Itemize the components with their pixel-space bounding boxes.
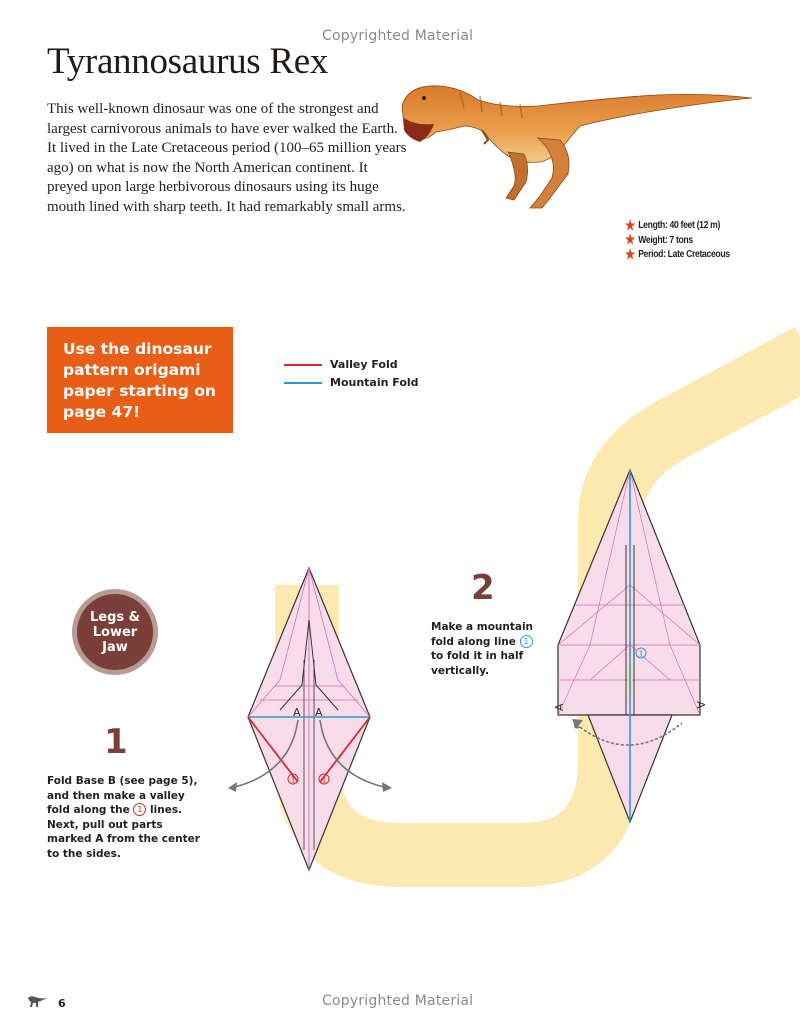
- step1-diagram: [220, 560, 410, 880]
- badge-line-2: Lower: [92, 624, 138, 640]
- fold-legend: [284, 358, 419, 389]
- watermark-top: Copyrighted Material: [322, 28, 474, 44]
- badge-line-1: Legs &: [89, 609, 140, 625]
- star-icon: ★: [625, 216, 635, 233]
- step2-text: Make a mountain fold along line 1 to fold it in half vertically.: [431, 621, 534, 677]
- section-badge: [72, 589, 158, 675]
- step2-diagram: [550, 465, 710, 830]
- mountain-line-swatch: [284, 382, 322, 384]
- step1-number: 1: [104, 722, 128, 762]
- dinosaur-illustration: [390, 78, 760, 218]
- stat-length: ★ Length: 40 feet (12 m): [625, 216, 721, 233]
- step2-number: 2: [471, 568, 495, 608]
- badge-line-3: Jaw: [102, 639, 128, 655]
- valley-line-swatch: [284, 364, 322, 366]
- footer-dino-icon: [26, 994, 48, 1008]
- page-title: Tyrannosaurus Rex: [47, 41, 329, 82]
- label-a-right: A: [315, 706, 323, 719]
- star-icon: ★: [625, 245, 635, 262]
- legend-valley: Valley Fold: [284, 358, 419, 371]
- legend-mountain: Mountain Fold: [284, 376, 419, 389]
- watermark-bottom: Copyrighted Material: [322, 993, 474, 1009]
- marker-icon: 1: [133, 803, 146, 816]
- label-a-left: A: [293, 706, 301, 719]
- arrow-right-icon: [382, 782, 392, 792]
- marker-1-step2: 1: [638, 649, 644, 659]
- stat-period: ★ Period: Late Cretaceous: [625, 245, 730, 262]
- marker-1-right: 1: [321, 775, 327, 785]
- marker-1-left: 1: [290, 775, 296, 785]
- intro-paragraph: This well-known dinosaur was one of the strongest and largest carnivorous animals to have ever walked the Earth. It lived in the Late Cretaceous period (100–65 million years ago) on what is now the North American continent. It preyed upon large herbivorous dinosaurs using its huge mouth lined with sharp teeth. It had remarkably small arms.: [47, 101, 407, 215]
- stat-weight: ★ Weight: 7 tons: [625, 231, 693, 248]
- page-number: 6: [58, 997, 66, 1010]
- arrow-left-icon: [228, 782, 237, 792]
- stats-list: [625, 218, 730, 262]
- label-a-right: A: [694, 701, 707, 709]
- label-a-left: A: [553, 703, 566, 711]
- marker-icon: 1: [520, 635, 533, 648]
- promo-box: Use the dinosaur pattern origami paper starting on page 47!: [47, 327, 233, 433]
- star-icon: ★: [625, 231, 635, 248]
- step1-text: Fold Base B (see page 5), and then make a valley fold along the 1 lines. Next, pull out parts marked A from the center to the sides.: [47, 775, 200, 860]
